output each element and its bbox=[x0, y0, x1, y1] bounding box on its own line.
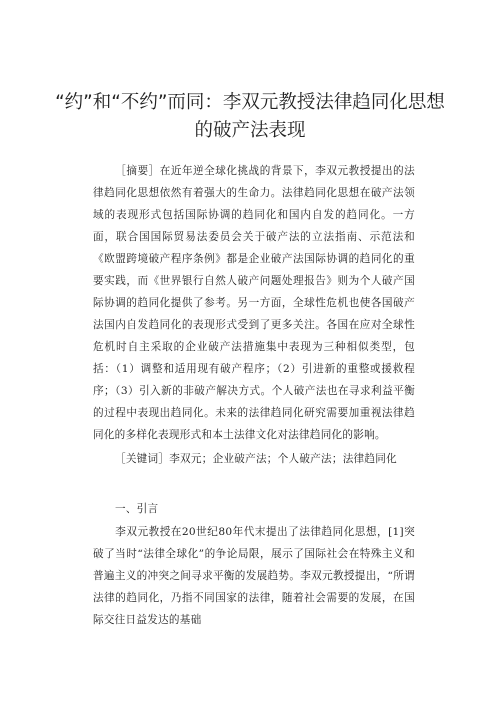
section-heading bbox=[93, 498, 158, 520]
introduction-text: 李双元教授在20世纪80年代末提出了法律趋同化思想，[1]突破了当时“法律全球化”的争论局限，展示了国际社会在特殊主义和普遍主义的冲突之间寻求平衡的发展趋势。李双元教授提出，“所谓法律的趋同化，乃指不同国家的法律，随着社会需要的发展，在国际交往日益发达的基础 bbox=[93, 526, 415, 626]
introduction-paragraph bbox=[93, 521, 415, 631]
paper-title-line-2: 的破产法表现 bbox=[194, 120, 306, 141]
abstract-text: 在近年逆全球化挑战的背景下，李双元教授提出的法律趋同化思想依然有着强大的生命力。法律趋同化思想在破产法领域的表现形式包括国际协调的趋同化和国内自发的趋同化。一方面，联合国国际贸易法委员会关于破产法的立法指南、示范法和《欧盟跨境破产程序条例》都是企业破产法国际协调的趋同化的重要实践，而《世界银行自然人破产问题处理报告》则为个人破产国际协调的趋同化提供了参考。另一方面，全球性危机也使各国破产法国内自发趋同化的表现形式受到了更多关注。各国在应对全球性危机时自主采取的企业破产法措施集中表现为三种相似类型，包括：（1）调整和适用现有破产程序；（2）引进新的重整或援救程序；（3）引入新的非破产解决方式。个人破产法也在寻求利益平衡的过程中表现出趋同化。未来的法律趋同化研究需要加重视法律趋同化的多样化表现形式和本土法律文化对法律趋同化的影响。 bbox=[93, 165, 416, 441]
keywords-paragraph bbox=[93, 448, 415, 470]
abstract-label: ［摘要］ bbox=[115, 165, 160, 177]
keywords-label: ［关键词］ bbox=[115, 453, 170, 465]
abstract-paragraph bbox=[93, 160, 415, 446]
keywords-text: 李双元；企业破产法；个人破产法；法律趋同化 bbox=[169, 453, 397, 465]
section-heading-text: 一、引言 bbox=[115, 503, 159, 515]
paper-title-line-1: “约”和“不约”而同：李双元教授法律趋同化思想 bbox=[55, 92, 445, 113]
